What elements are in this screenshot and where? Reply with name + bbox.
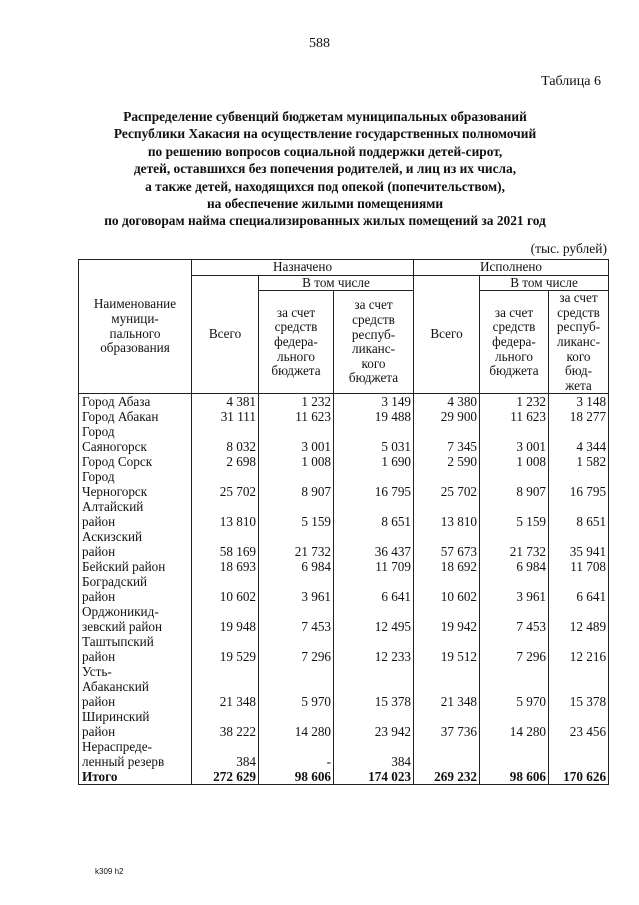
row-value: 1 582 [549, 454, 609, 469]
row-value: 7 296 [259, 649, 334, 664]
row-name: Таштыпский [79, 634, 192, 649]
row-value: 13 810 [192, 514, 259, 529]
table-row [79, 514, 609, 529]
row-value [259, 664, 334, 679]
table-row [79, 589, 609, 604]
row-value: 18 693 [192, 559, 259, 574]
row-name: Город Сорск [79, 454, 192, 469]
row-value [192, 574, 259, 589]
units-label: (тыс. рублей) [530, 241, 607, 256]
header-assigned-total: Всего [192, 275, 259, 394]
row-value: 4 344 [549, 439, 609, 454]
row-value: 5 031 [334, 439, 414, 454]
header-assigned-republic: за счет средств респуб- ликанс- кого бюджета [334, 291, 414, 394]
row-value [259, 499, 334, 514]
header-executed-republic: за счет средств респуб- ликанс- кого бюд- жета [549, 291, 609, 394]
row-value: 7 296 [480, 649, 549, 664]
row-value: 10 602 [192, 589, 259, 604]
row-name: зевский район [79, 619, 192, 634]
row-value [549, 709, 609, 724]
row-value [334, 679, 414, 694]
row-value: 6 641 [549, 589, 609, 604]
row-value: 16 795 [549, 484, 609, 499]
title-line: Республики Хакасия на осуществление государственных полномочий [113, 126, 537, 142]
table-row [79, 454, 609, 469]
row-value: 36 437 [334, 544, 414, 559]
row-name: Бейский район [79, 559, 192, 574]
row-value: 21 348 [414, 694, 480, 709]
row-value [259, 739, 334, 754]
total-value: 174 023 [334, 769, 414, 785]
row-value [480, 424, 549, 439]
row-value [192, 529, 259, 544]
table-row [79, 664, 609, 679]
row-value [334, 499, 414, 514]
header-assigned-including: В том числе [259, 275, 414, 291]
header-executed: Исполнено [414, 260, 609, 276]
row-value [192, 499, 259, 514]
row-value [334, 739, 414, 754]
page-number: 588 [309, 36, 330, 51]
row-value: 10 602 [414, 589, 480, 604]
row-value [480, 739, 549, 754]
title-line: детей, оставшихся без попечения родителей, и лиц из их числа, [133, 161, 517, 177]
row-value: 2 590 [414, 454, 480, 469]
row-name: район [79, 589, 192, 604]
row-value [334, 529, 414, 544]
row-value [480, 604, 549, 619]
row-value [549, 529, 609, 544]
row-name: район [79, 724, 192, 739]
table-label: Таблица 6 [541, 74, 601, 89]
row-value: 23 456 [549, 724, 609, 739]
row-value: 21 732 [259, 544, 334, 559]
row-value: 8 651 [334, 514, 414, 529]
row-value [192, 424, 259, 439]
row-value: 14 280 [259, 724, 334, 739]
row-value: 7 453 [259, 619, 334, 634]
row-value: 21 348 [192, 694, 259, 709]
table-row [79, 394, 609, 410]
row-name: Город Абаза [79, 394, 192, 410]
row-value [334, 664, 414, 679]
title-line: по договорам найма специализированных жилых помещений за 2021 год [104, 213, 546, 229]
row-value [414, 679, 480, 694]
row-value: 25 702 [414, 484, 480, 499]
title-line: Распределение субвенций бюджетам муниципальных образований [123, 109, 527, 124]
row-name: район [79, 544, 192, 559]
table-row [79, 559, 609, 574]
row-value [480, 634, 549, 649]
row-value: 4 381 [192, 394, 259, 410]
row-value: 6 984 [259, 559, 334, 574]
row-value [334, 469, 414, 484]
row-value: 1 008 [480, 454, 549, 469]
row-value: 14 280 [480, 724, 549, 739]
row-value [192, 469, 259, 484]
row-value: - [259, 754, 334, 769]
row-value: 31 111 [192, 409, 259, 424]
row-value [480, 679, 549, 694]
row-value: 19 942 [414, 619, 480, 634]
table-row [79, 469, 609, 484]
row-name: район [79, 649, 192, 664]
table-row [79, 739, 609, 754]
row-value: 3 148 [549, 394, 609, 410]
row-name: Аскизский [79, 529, 192, 544]
row-value: 11 709 [334, 559, 414, 574]
total-value: 272 629 [192, 769, 259, 785]
row-value: 1 232 [480, 394, 549, 410]
table-row [79, 604, 609, 619]
row-value: 18 277 [549, 409, 609, 424]
row-value [334, 604, 414, 619]
table-row [79, 409, 609, 424]
row-value [414, 709, 480, 724]
row-value: 1 008 [259, 454, 334, 469]
row-value [334, 424, 414, 439]
row-name: ленный резерв [79, 754, 192, 769]
row-value [192, 664, 259, 679]
row-name: Город [79, 469, 192, 484]
table-row [79, 634, 609, 649]
row-value [414, 499, 480, 514]
row-value: 38 222 [192, 724, 259, 739]
row-value: 3 961 [480, 589, 549, 604]
row-value: 37 736 [414, 724, 480, 739]
subvention-table [78, 259, 609, 785]
row-value [259, 574, 334, 589]
row-value: 6 984 [480, 559, 549, 574]
row-value [549, 754, 609, 769]
row-value [414, 529, 480, 544]
row-value [192, 604, 259, 619]
row-value: 15 378 [334, 694, 414, 709]
total-value: 98 606 [259, 769, 334, 785]
total-value: 170 626 [549, 769, 609, 785]
row-value: 15 378 [549, 694, 609, 709]
row-value [192, 739, 259, 754]
title-line: на обеспечение жилыми помещениями [206, 196, 444, 212]
row-value [480, 754, 549, 769]
row-value: 19 488 [334, 409, 414, 424]
row-value [259, 679, 334, 694]
row-value: 57 673 [414, 544, 480, 559]
row-value: 5 159 [259, 514, 334, 529]
row-value: 3 149 [334, 394, 414, 410]
table-row [79, 439, 609, 454]
row-value: 12 233 [334, 649, 414, 664]
row-value: 11 623 [259, 409, 334, 424]
row-value [480, 529, 549, 544]
row-value: 1 690 [334, 454, 414, 469]
row-value: 384 [334, 754, 414, 769]
row-value [549, 664, 609, 679]
row-value: 19 948 [192, 619, 259, 634]
row-value [192, 634, 259, 649]
row-value [549, 679, 609, 694]
row-value: 384 [192, 754, 259, 769]
row-value: 2 698 [192, 454, 259, 469]
row-value: 3 961 [259, 589, 334, 604]
total-row [79, 769, 609, 785]
row-value: 16 795 [334, 484, 414, 499]
row-value [549, 574, 609, 589]
row-value: 8 907 [259, 484, 334, 499]
table-row [79, 724, 609, 739]
table-body [79, 394, 609, 785]
row-value [414, 739, 480, 754]
row-value [259, 469, 334, 484]
row-value [414, 664, 480, 679]
table-row [79, 574, 609, 589]
table-row [79, 544, 609, 559]
header-executed-total: Всего [414, 275, 480, 394]
row-value [549, 499, 609, 514]
row-value [549, 739, 609, 754]
row-value [549, 469, 609, 484]
row-value [259, 424, 334, 439]
total-value: 98 606 [480, 769, 549, 785]
row-value: 7 345 [414, 439, 480, 454]
row-name: Боградский [79, 574, 192, 589]
row-name: Орджоникид- [79, 604, 192, 619]
header-executed-including: В том числе [480, 275, 609, 291]
row-value: 21 732 [480, 544, 549, 559]
row-value [480, 664, 549, 679]
row-value: 5 159 [480, 514, 549, 529]
header-name: Наименование муници- пального образования [79, 260, 192, 394]
table-row [79, 619, 609, 634]
row-value [549, 634, 609, 649]
row-value [480, 499, 549, 514]
row-name: Нераспреде- [79, 739, 192, 754]
row-value: 18 692 [414, 559, 480, 574]
document-title [40, 108, 610, 230]
row-value [259, 604, 334, 619]
table-row [79, 484, 609, 499]
row-value [414, 574, 480, 589]
row-value [414, 634, 480, 649]
row-value [192, 679, 259, 694]
row-value: 12 489 [549, 619, 609, 634]
row-name: район [79, 694, 192, 709]
row-value: 7 453 [480, 619, 549, 634]
row-value: 3 001 [480, 439, 549, 454]
row-name: Алтайский [79, 499, 192, 514]
row-name: Абаканский [79, 679, 192, 694]
total-label: Итого [79, 769, 192, 785]
row-value: 8 907 [480, 484, 549, 499]
row-value [259, 634, 334, 649]
row-value: 29 900 [414, 409, 480, 424]
row-value [480, 709, 549, 724]
row-value: 25 702 [192, 484, 259, 499]
row-name: район [79, 514, 192, 529]
table-row [79, 529, 609, 544]
row-value [480, 574, 549, 589]
row-value: 11 623 [480, 409, 549, 424]
row-name: Саяногорск [79, 439, 192, 454]
table-row [79, 499, 609, 514]
table-row [79, 754, 609, 769]
row-value: 58 169 [192, 544, 259, 559]
header-assigned-federal: за счет средств федера- льного бюджета [259, 291, 334, 394]
row-value: 8 032 [192, 439, 259, 454]
row-value [259, 709, 334, 724]
row-value: 12 495 [334, 619, 414, 634]
total-value: 269 232 [414, 769, 480, 785]
row-name: Город Абакан [79, 409, 192, 424]
row-value: 1 232 [259, 394, 334, 410]
footer-code: k309 h2 [95, 867, 124, 876]
header-assigned: Назначено [192, 260, 414, 276]
table-row [79, 649, 609, 664]
row-value [334, 574, 414, 589]
row-value: 19 529 [192, 649, 259, 664]
table-row [79, 709, 609, 724]
title-line: по решению вопросов социальной поддержки детей-сирот, [147, 143, 503, 159]
row-value: 4 380 [414, 394, 480, 410]
row-value: 5 970 [259, 694, 334, 709]
row-value: 3 001 [259, 439, 334, 454]
row-value: 35 941 [549, 544, 609, 559]
row-value [414, 604, 480, 619]
title-line: а также детей, находящихся под опекой (попечительством), [145, 178, 505, 194]
row-name: Черногорск [79, 484, 192, 499]
row-value [334, 709, 414, 724]
header-executed-federal: за счет средств федера- льного бюджета [480, 291, 549, 394]
row-name: Ширинский [79, 709, 192, 724]
row-value [414, 754, 480, 769]
row-value: 13 810 [414, 514, 480, 529]
row-value [414, 424, 480, 439]
row-value [414, 469, 480, 484]
row-value [549, 604, 609, 619]
table-row [79, 679, 609, 694]
table-row [79, 694, 609, 709]
row-value [192, 709, 259, 724]
row-value: 11 708 [549, 559, 609, 574]
row-value: 12 216 [549, 649, 609, 664]
row-value [259, 529, 334, 544]
table-row [79, 424, 609, 439]
row-value: 6 641 [334, 589, 414, 604]
row-value [480, 469, 549, 484]
row-value: 23 942 [334, 724, 414, 739]
row-value: 8 651 [549, 514, 609, 529]
row-value: 5 970 [480, 694, 549, 709]
row-value: 19 512 [414, 649, 480, 664]
row-name: Усть- [79, 664, 192, 679]
row-name: Город [79, 424, 192, 439]
row-value [549, 424, 609, 439]
row-value [334, 634, 414, 649]
